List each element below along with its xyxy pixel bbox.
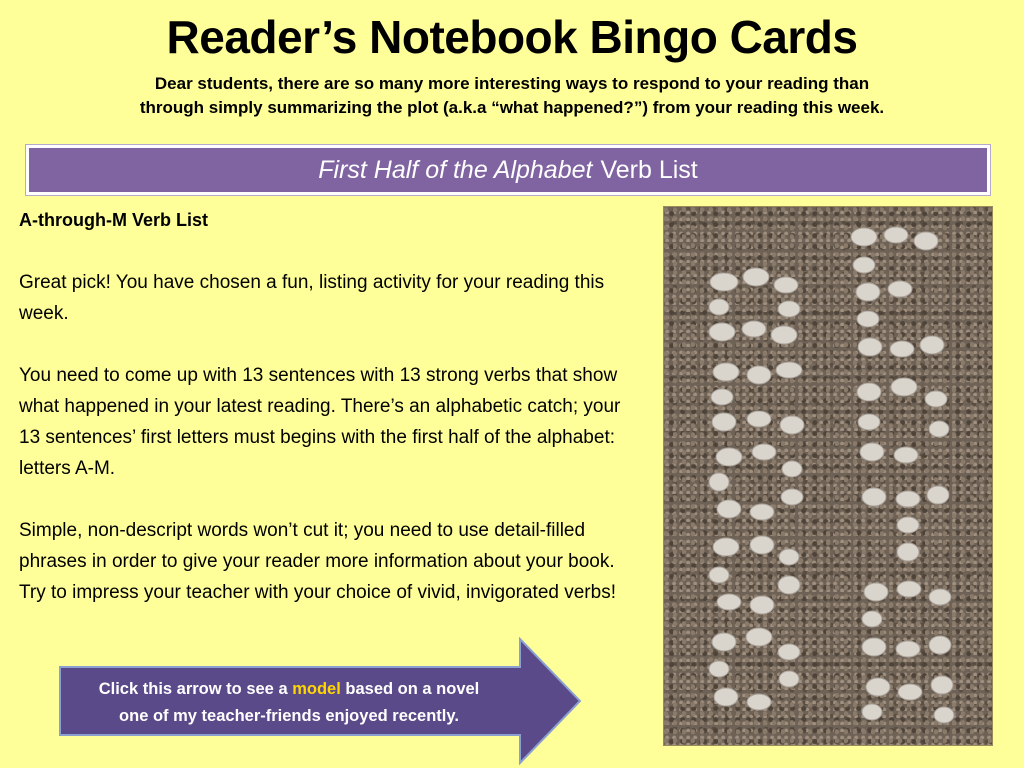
arrow-text-after: based on a novel xyxy=(340,680,480,698)
pebble-letters-illustration xyxy=(664,207,992,745)
banner-italic-text: First Half of the Alphabet xyxy=(318,155,593,184)
intro-text xyxy=(40,72,984,120)
model-highlight-word: model xyxy=(292,680,341,698)
arrow-text-before: Click this arrow to see a xyxy=(98,680,293,698)
instructions-paragraph-2: You need to come up with 13 sentences with 13 strong verbs that show what happened in your latest reading. There’s an alphabetic catch; your 13 sentences’ first letters must begins with the first half of the alphabet: letters A-M. xyxy=(19,365,621,479)
pebble-words-photo xyxy=(663,206,993,746)
instructions-paragraph-1: Great pick! You have chosen a fun, listing activity for your reading this week. xyxy=(19,272,605,324)
instructions-body xyxy=(19,205,644,639)
page-title: Reader’s Notebook Bingo Cards xyxy=(166,11,858,63)
arrow-text-line-2: one of my teacher-friends enjoyed recently. xyxy=(119,707,459,725)
intro-line-1: Dear students, there are so many more interesting ways to respond to your reading than xyxy=(154,74,870,93)
section-banner xyxy=(26,145,990,195)
instructions-heading: A-through-M Verb List xyxy=(19,210,208,230)
banner-regular-text: Verb List xyxy=(600,155,698,184)
arrow-button-label xyxy=(58,676,520,730)
intro-line-2: through simply summarizing the plot (a.k.a “what happened?”) from your reading this week. xyxy=(139,98,885,117)
instructions-paragraph-3: Simple, non-descript words won’t cut it; you need to use detail-filled phrases in order to give your reader more information about your book. Try to impress your teacher with your choice of vivid, invigorated verbs! xyxy=(19,520,616,603)
model-link-arrow-button[interactable] xyxy=(58,637,583,765)
